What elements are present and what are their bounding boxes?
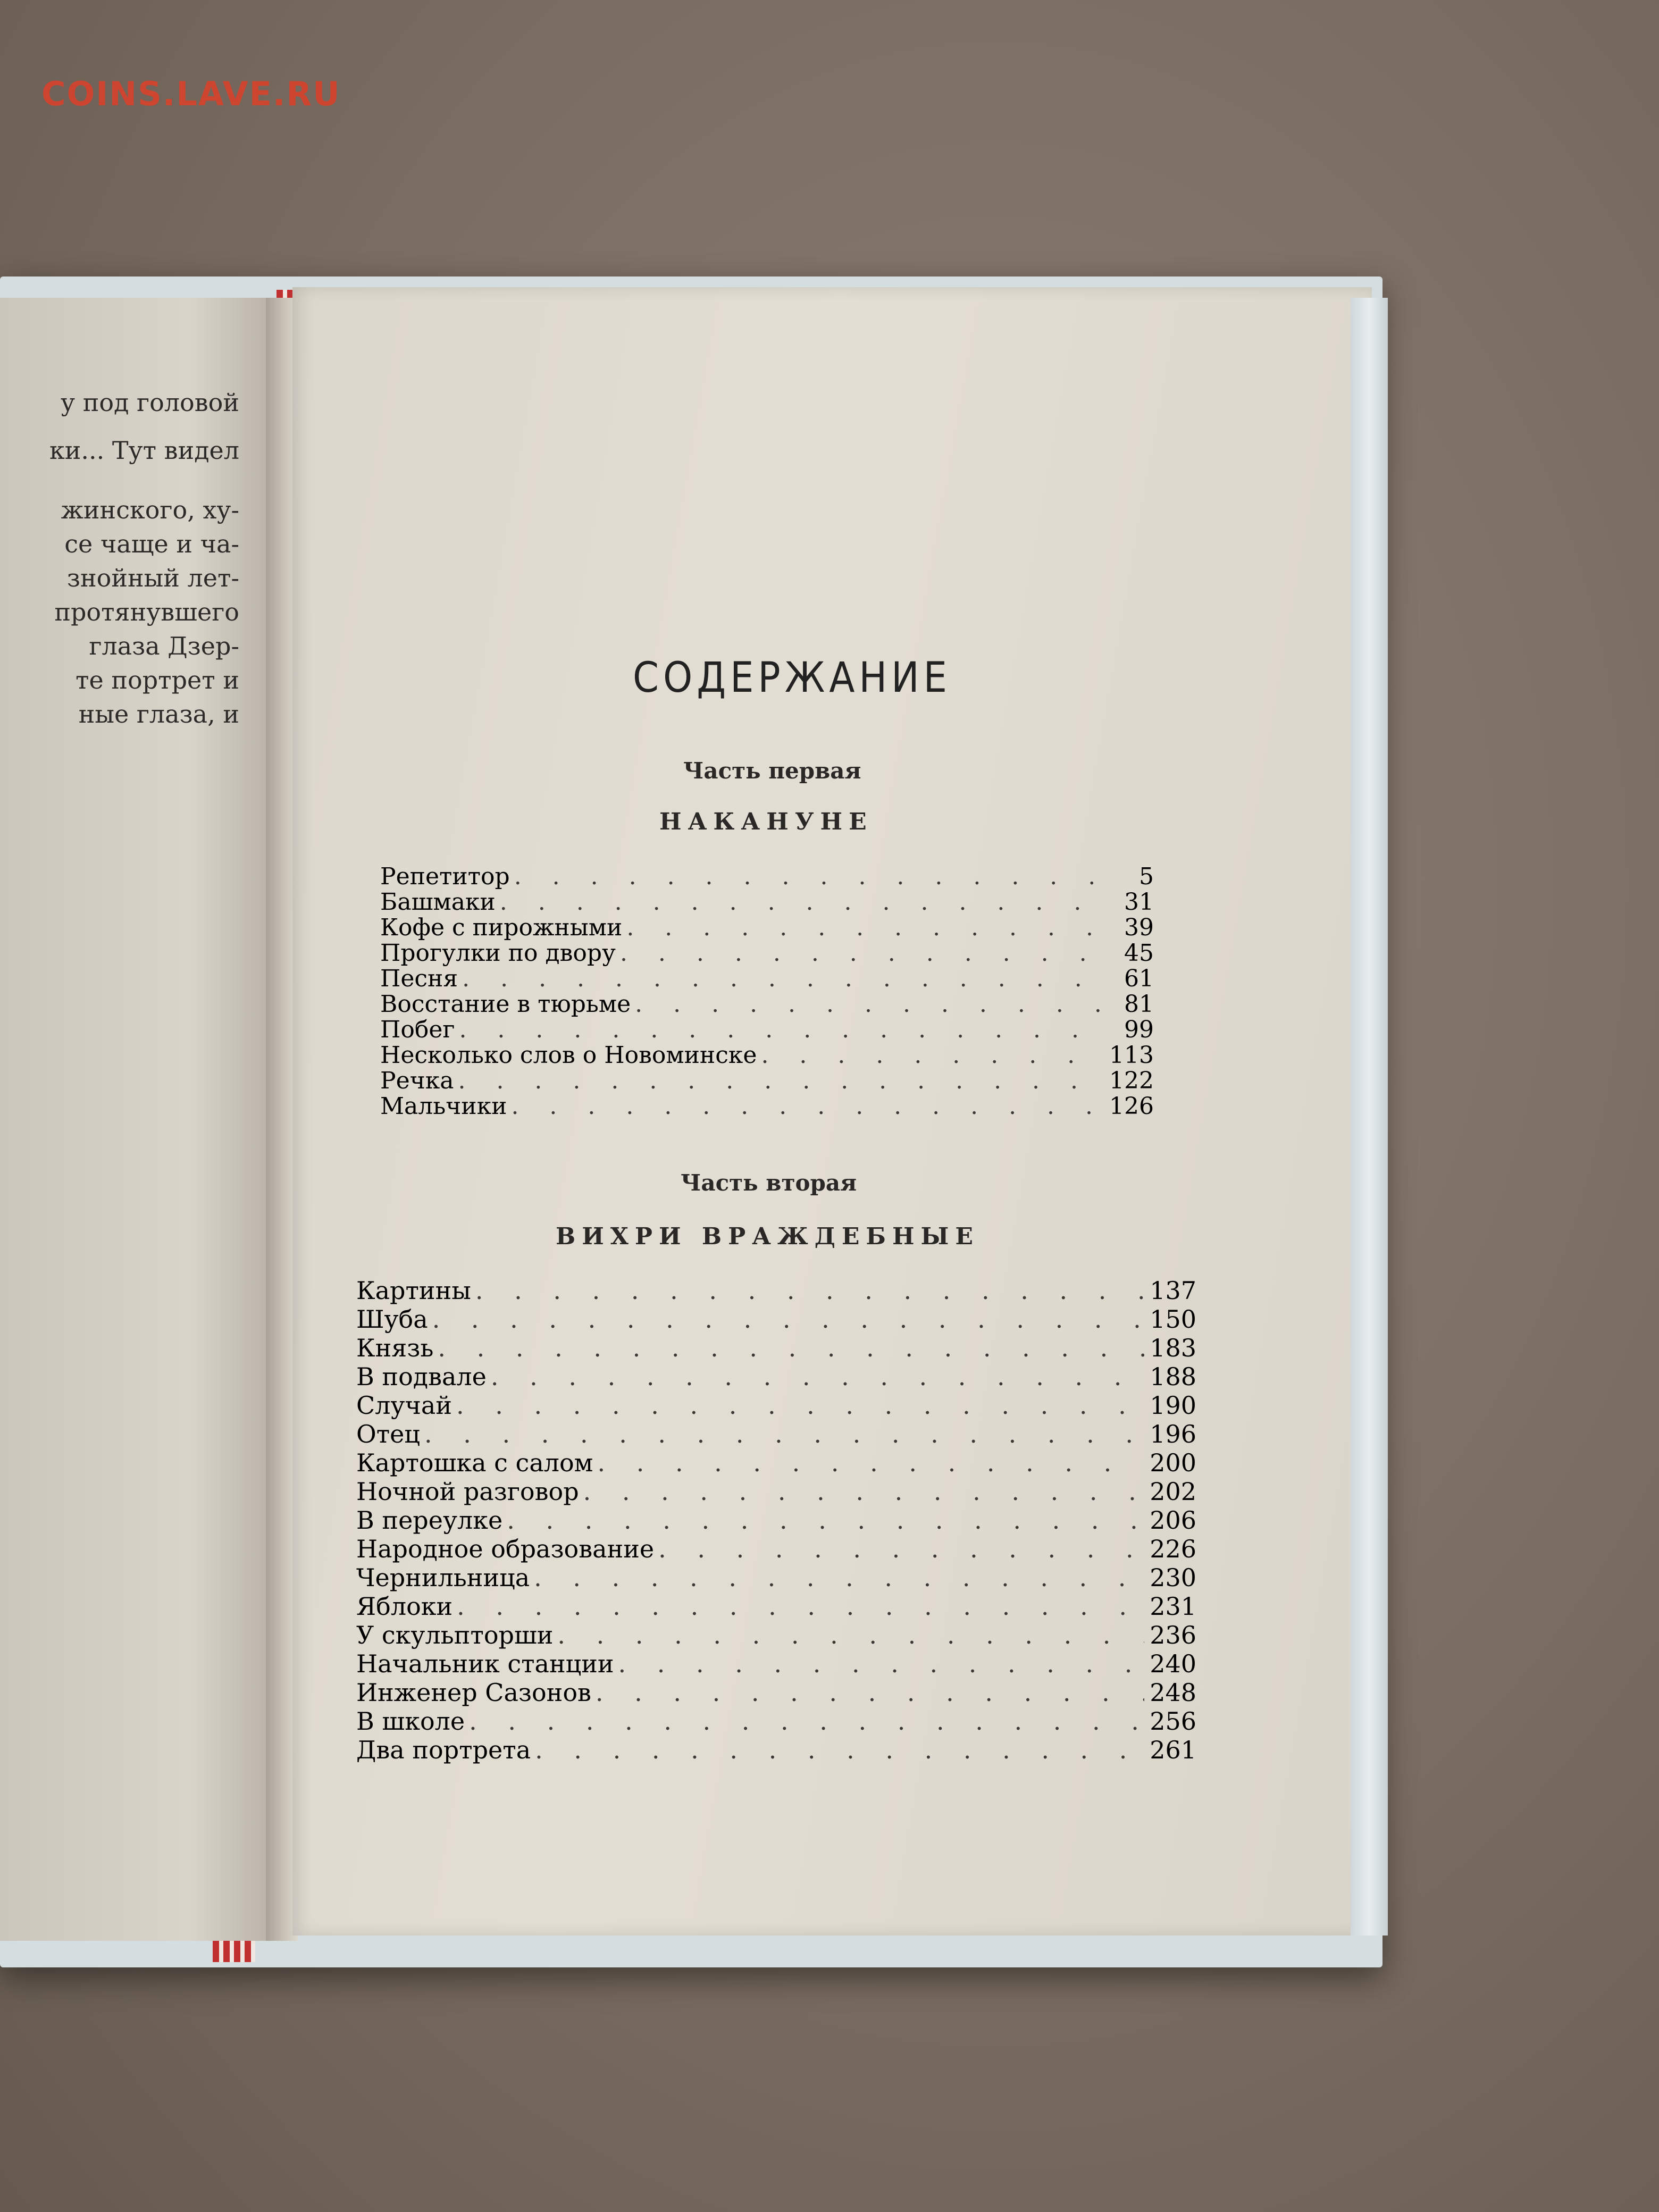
entry-page: 248 <box>1150 1678 1196 1707</box>
part-1-label: Часть первая <box>683 758 861 784</box>
entry-title: Чернильница <box>356 1563 530 1592</box>
entry-page: 256 <box>1150 1707 1196 1736</box>
toc-entry[interactable] <box>356 1477 1196 1506</box>
toc-entry[interactable] <box>356 1334 1196 1362</box>
leader-dots <box>507 1506 1144 1535</box>
entry-title: Репетитор <box>380 863 510 890</box>
toc-entry[interactable] <box>356 1736 1196 1764</box>
left-line: знойный лет- <box>66 564 239 592</box>
leader-dots <box>432 1305 1144 1334</box>
left-line: ные глаза, и <box>78 700 239 728</box>
entry-page: 150 <box>1150 1305 1196 1334</box>
leader-dots <box>459 1017 1102 1043</box>
entry-page: 137 <box>1150 1276 1196 1305</box>
leader-dots <box>469 1707 1144 1736</box>
entry-title: Два портрета <box>356 1736 531 1764</box>
entry-title: Мальчики <box>380 1093 507 1120</box>
leader-dots <box>438 1334 1144 1362</box>
part-1-entries <box>380 864 1154 1119</box>
leader-dots <box>596 1678 1144 1707</box>
entry-page: 196 <box>1150 1420 1196 1448</box>
entry-page: 236 <box>1150 1621 1196 1649</box>
leader-dots <box>500 890 1102 915</box>
left-line: у под головой <box>61 388 239 417</box>
entry-title: Инженер Сазонов <box>356 1678 591 1707</box>
entry-page: 126 <box>1109 1093 1154 1120</box>
toc-entry[interactable] <box>380 1068 1154 1094</box>
toc-entry[interactable] <box>356 1621 1196 1649</box>
entry-page: 39 <box>1124 914 1154 941</box>
leader-dots <box>635 992 1102 1017</box>
entry-page: 206 <box>1150 1506 1196 1535</box>
leader-dots <box>462 966 1102 992</box>
leader-dots <box>475 1276 1144 1305</box>
toc-entry[interactable] <box>380 941 1154 966</box>
left-line: глаза Дзер- <box>89 632 239 660</box>
left-page-text <box>0 386 239 731</box>
entry-title: Песня <box>380 965 458 992</box>
leader-dots <box>620 941 1102 966</box>
entry-title: Князь <box>356 1334 434 1362</box>
entry-title: В школе <box>356 1707 465 1736</box>
toc-entry[interactable] <box>380 1017 1154 1043</box>
entry-page: 5 <box>1139 863 1154 890</box>
entry-page: 45 <box>1124 940 1154 967</box>
entry-title: Прогулки по двору <box>380 940 616 967</box>
entry-title: Шуба <box>356 1305 428 1334</box>
entry-page: 200 <box>1150 1448 1196 1477</box>
entry-title: В переулке <box>356 1506 503 1535</box>
entry-title: Отец <box>356 1420 420 1448</box>
entry-page: 261 <box>1150 1736 1196 1764</box>
toc-entry[interactable] <box>356 1276 1196 1305</box>
leader-dots <box>761 1043 1102 1068</box>
toc-entry[interactable] <box>356 1305 1196 1334</box>
leader-dots <box>457 1592 1144 1621</box>
entry-page: 99 <box>1124 1016 1154 1043</box>
part-1-title: НАКАНУНЕ <box>659 808 873 835</box>
toc-entry[interactable] <box>356 1506 1196 1535</box>
entry-page: 188 <box>1150 1362 1196 1391</box>
entry-page: 231 <box>1150 1592 1196 1621</box>
leader-dots <box>583 1477 1144 1506</box>
entry-page: 113 <box>1109 1042 1154 1069</box>
entry-title: Картошка с салом <box>356 1448 593 1477</box>
part-2-entries <box>356 1276 1196 1764</box>
toc-entry[interactable] <box>356 1448 1196 1477</box>
leader-dots <box>658 1535 1144 1563</box>
entry-page: 230 <box>1150 1563 1196 1592</box>
toc-entry[interactable] <box>356 1563 1196 1592</box>
entry-page: 122 <box>1109 1067 1154 1094</box>
toc-title: СОДЕРЖАНИЕ <box>633 654 951 702</box>
toc-entry[interactable] <box>380 890 1154 915</box>
entry-title: Кофе с пирожными <box>380 914 623 941</box>
leader-dots <box>534 1563 1144 1592</box>
toc-entry[interactable] <box>380 915 1154 941</box>
entry-page: 240 <box>1150 1649 1196 1678</box>
toc-entry[interactable] <box>356 1678 1196 1707</box>
watermark-text: COINS.LAVE.RU <box>41 74 341 113</box>
leader-dots <box>511 1094 1102 1119</box>
left-line: те портрет и <box>76 666 239 694</box>
leader-dots <box>557 1621 1144 1649</box>
entry-page: 183 <box>1150 1334 1196 1362</box>
entry-title: Речка <box>380 1067 454 1094</box>
entry-title: Восстание в тюрьме <box>380 991 631 1018</box>
leader-dots <box>535 1736 1144 1764</box>
toc-entry[interactable] <box>356 1649 1196 1678</box>
entry-title: В подвале <box>356 1362 487 1391</box>
left-line: ки... Тут видел <box>49 436 239 465</box>
left-line: протянувшего <box>54 598 239 626</box>
entry-title: Случай <box>356 1391 452 1420</box>
entry-title: Яблоки <box>356 1592 453 1621</box>
entry-page: 61 <box>1124 965 1154 992</box>
toc-entry[interactable] <box>356 1391 1196 1420</box>
part-2-title: ВИХРИ ВРАЖДЕБНЫЕ <box>556 1223 979 1250</box>
toc-entry[interactable] <box>356 1535 1196 1563</box>
left-line: се чаще и ча- <box>64 530 239 558</box>
toc-entry[interactable] <box>380 1094 1154 1119</box>
entry-title: Несколько слов о Новоминске <box>380 1042 757 1069</box>
leader-dots <box>456 1391 1144 1420</box>
leader-dots <box>491 1362 1144 1391</box>
entry-page: 202 <box>1150 1477 1196 1506</box>
entry-page: 190 <box>1150 1391 1196 1420</box>
toc-entry[interactable] <box>356 1362 1196 1391</box>
leader-dots <box>514 864 1102 890</box>
leader-dots <box>626 915 1102 941</box>
leader-dots <box>597 1448 1144 1477</box>
toc-entry[interactable] <box>380 992 1154 1017</box>
leader-dots <box>424 1420 1144 1448</box>
toc-entry[interactable] <box>380 966 1154 992</box>
entry-title: Башмаки <box>380 889 496 916</box>
entry-page: 31 <box>1124 889 1154 916</box>
leader-dots <box>618 1649 1144 1678</box>
toc-entry[interactable] <box>380 1043 1154 1068</box>
toc-entry[interactable] <box>356 1420 1196 1448</box>
toc-entry[interactable] <box>380 864 1154 890</box>
entry-page: 81 <box>1124 991 1154 1018</box>
entry-title: Картины <box>356 1276 471 1305</box>
toc-entry[interactable] <box>356 1592 1196 1621</box>
part-2-label: Часть вторая <box>681 1170 857 1196</box>
entry-page: 226 <box>1150 1535 1196 1563</box>
page-edge <box>1351 298 1388 1936</box>
entry-title: Начальник станции <box>356 1649 614 1678</box>
entry-title: Побег <box>380 1016 455 1043</box>
entry-title: Ночной разговор <box>356 1477 579 1506</box>
left-page <box>0 298 271 1941</box>
entry-title: У скульпторши <box>356 1621 554 1649</box>
toc-entry[interactable] <box>356 1707 1196 1736</box>
leader-dots <box>458 1068 1102 1094</box>
entry-title: Народное образование <box>356 1535 655 1563</box>
left-line: жинского, ху- <box>61 496 239 524</box>
